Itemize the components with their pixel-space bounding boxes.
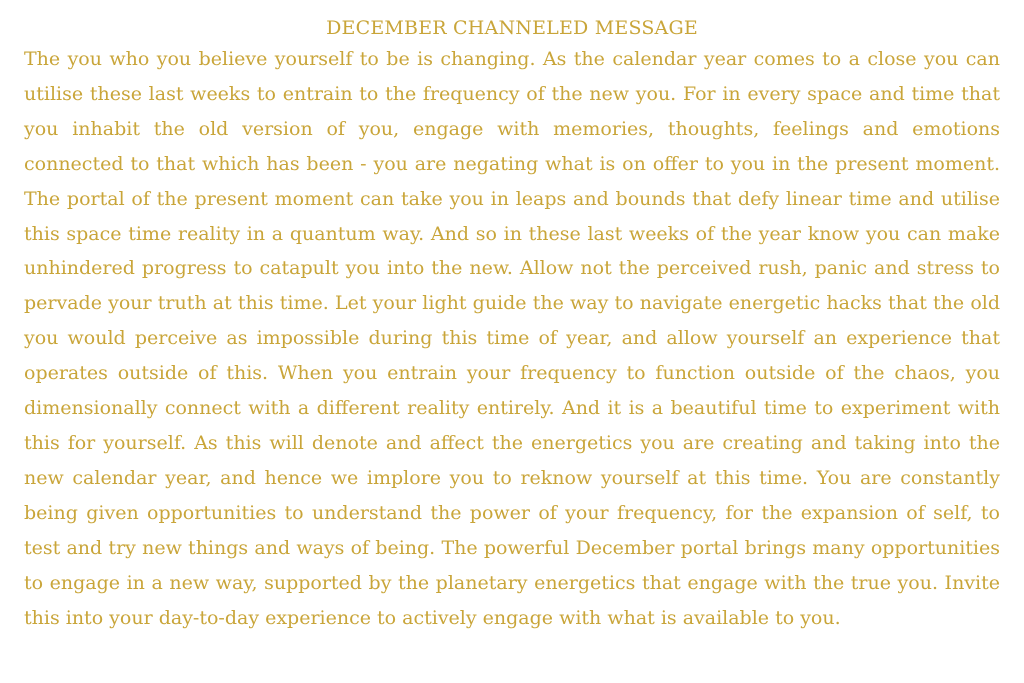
message-page — [24, 14, 1000, 635]
message-body: The you who you believe yourself to be is changing. As the calendar year comes to a close you can utilise these last weeks to entrain to the frequency of the new you. For in every space and time that you inhabit the old version of you, engage with memories, thoughts, feelings and emotions connected to that which has been - you are negating what is on offer to you in the present moment. The portal of the present moment can take you in leaps and bounds that defy linear time and utilise this space time reality in a quantum way. And so in these last weeks of the year know you can make unhindered progress to catapult you into the new. Allow not the perceived rush, panic and stress to pervade your truth at this time. Let your light guide the way to navigate energetic hacks that the old you would perceive as impossible during this time of year, and allow yourself an experience that operates outside of this. When you entrain your frequency to function outside of the chaos, you dimensionally connect with a different reality entirely. And it is a beautiful time to experiment with this for yourself. As this will denote and affect the energetics you are creating and taking into the new calendar year, and hence we implore you to reknow yourself at this time. You are constantly being given opportunities to understand the power of your frequency, for the expansion of self, to test and try new things and ways of being. The powerful December portal brings many opportunities to engage in a new way, supported by the planetary energetics that engage with the true you. Invite this into your day-to-day experience to actively engage with what is available to you. — [24, 48, 1000, 629]
message-title: DECEMBER CHANNELED MESSAGE — [326, 17, 698, 39]
